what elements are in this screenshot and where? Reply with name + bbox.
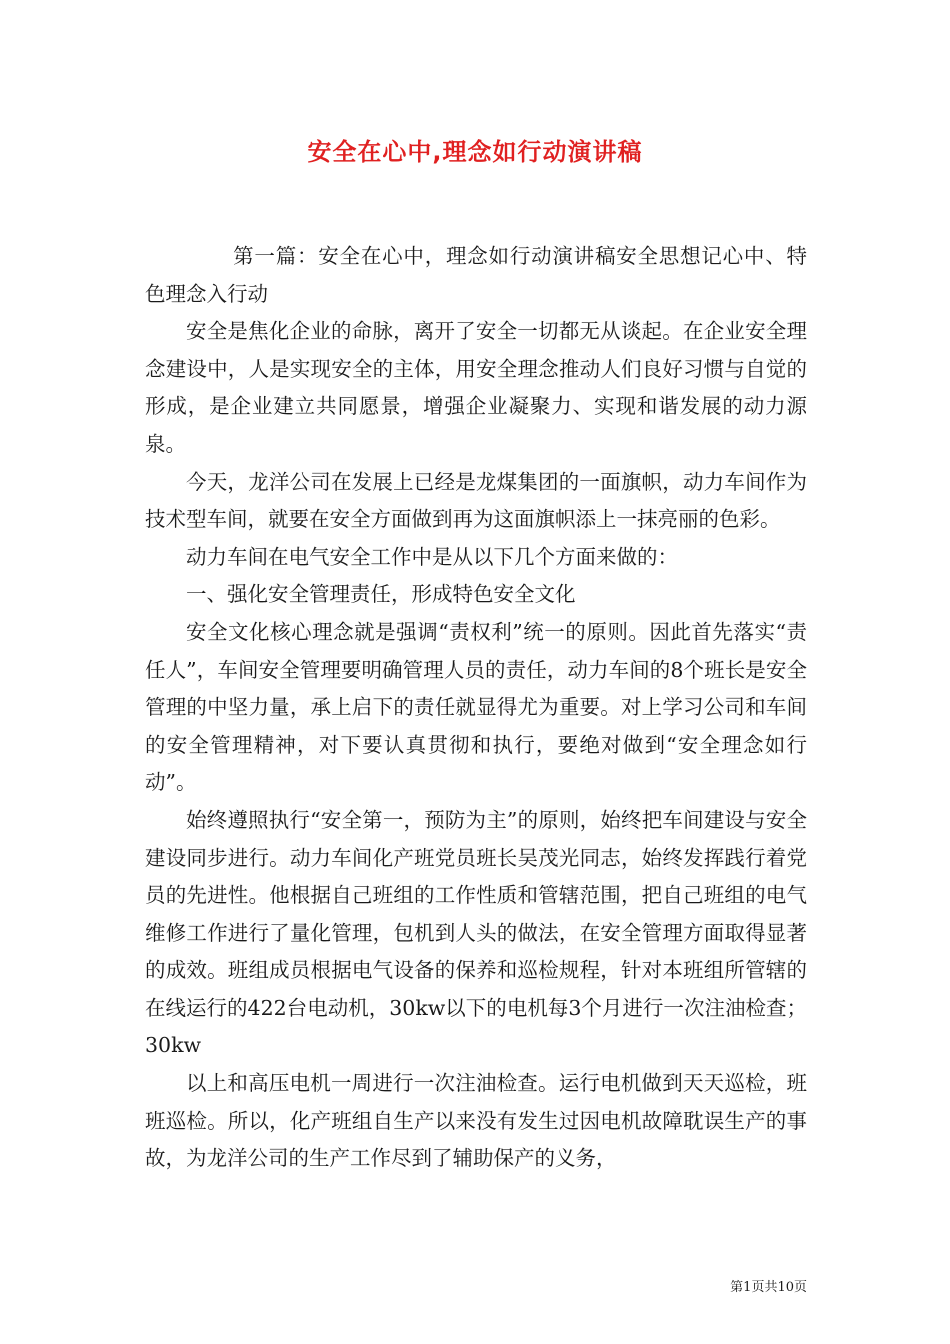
paragraph-safety-first: 始终遵照执行“安全第一，预防为主”的原则，始终把车间建设与安全建设同步进行。动力车间化产班党员班长吴茂光同志，始终发挥践行着党员的先进性。他根据自己班组的工作性质和管辖范围，把自己班组的电气维修工作进行了量化管理，包机到人头的做法，在安全管理方面取得显著的成效。班组成员根据电气设备的保养和巡检规程，针对本班组所管辖的在线运行的422台电动机，30kw以下的电机每3个月进行一次注油检查；30kw — [145, 807, 807, 1058]
paragraph-section-one-heading: 一、强化安全管理责任，形成特色安全文化 — [186, 582, 576, 607]
page-number: 第1页共10页 — [730, 1280, 807, 1295]
document-title: 安全在心中,理念如行动演讲稿 — [307, 138, 643, 166]
paragraph-high-voltage-motors: 以上和高压电机一周进行一次注油检查。运行电机做到天天巡检，班班巡检。所以，化产班组自生产以来没有发生过因电机故障耽误生产的事故，为龙洋公司的生产工作尽到了辅助保产的义务， — [145, 1071, 807, 1171]
paragraph-aspects-intro: 动力车间在电气安全工作中是从以下几个方面来做的： — [186, 544, 678, 569]
paragraph-chapter-heading: 第一篇：安全在心中，理念如行动演讲稿安全思想记心中、特色理念入行动 — [145, 244, 807, 306]
paragraph-safety-lifeline: 安全是焦化企业的命脉，离开了安全一切都无从谈起。在企业安全理念建设中，人是实现安全的主体，用安全理念推动人们良好习惯与自觉的形成，是企业建立共同愿景，增强企业凝聚力、实现和谐发展的动力源泉。 — [145, 319, 807, 456]
paragraph-company-flag: 今天，龙洋公司在发展上已经是龙煤集团的一面旗帜，动力车间作为技术型车间，就要在安全方面做到再为这面旗帜添上一抹亮丽的色彩。 — [145, 469, 807, 532]
document-body — [145, 238, 807, 1178]
paragraph-safety-culture: 安全文化核心理念就是强调“责权利”统一的原则。因此首先落实“责任人”，车间安全管理要明确管理人员的责任，动力车间的8个班长是安全管理的中坚力量，承上启下的责任就显得尤为重要。对上学习公司和车间的安全管理精神，对下要认真贯彻和执行，要绝对做到“安全理念如行动”。 — [145, 619, 807, 795]
